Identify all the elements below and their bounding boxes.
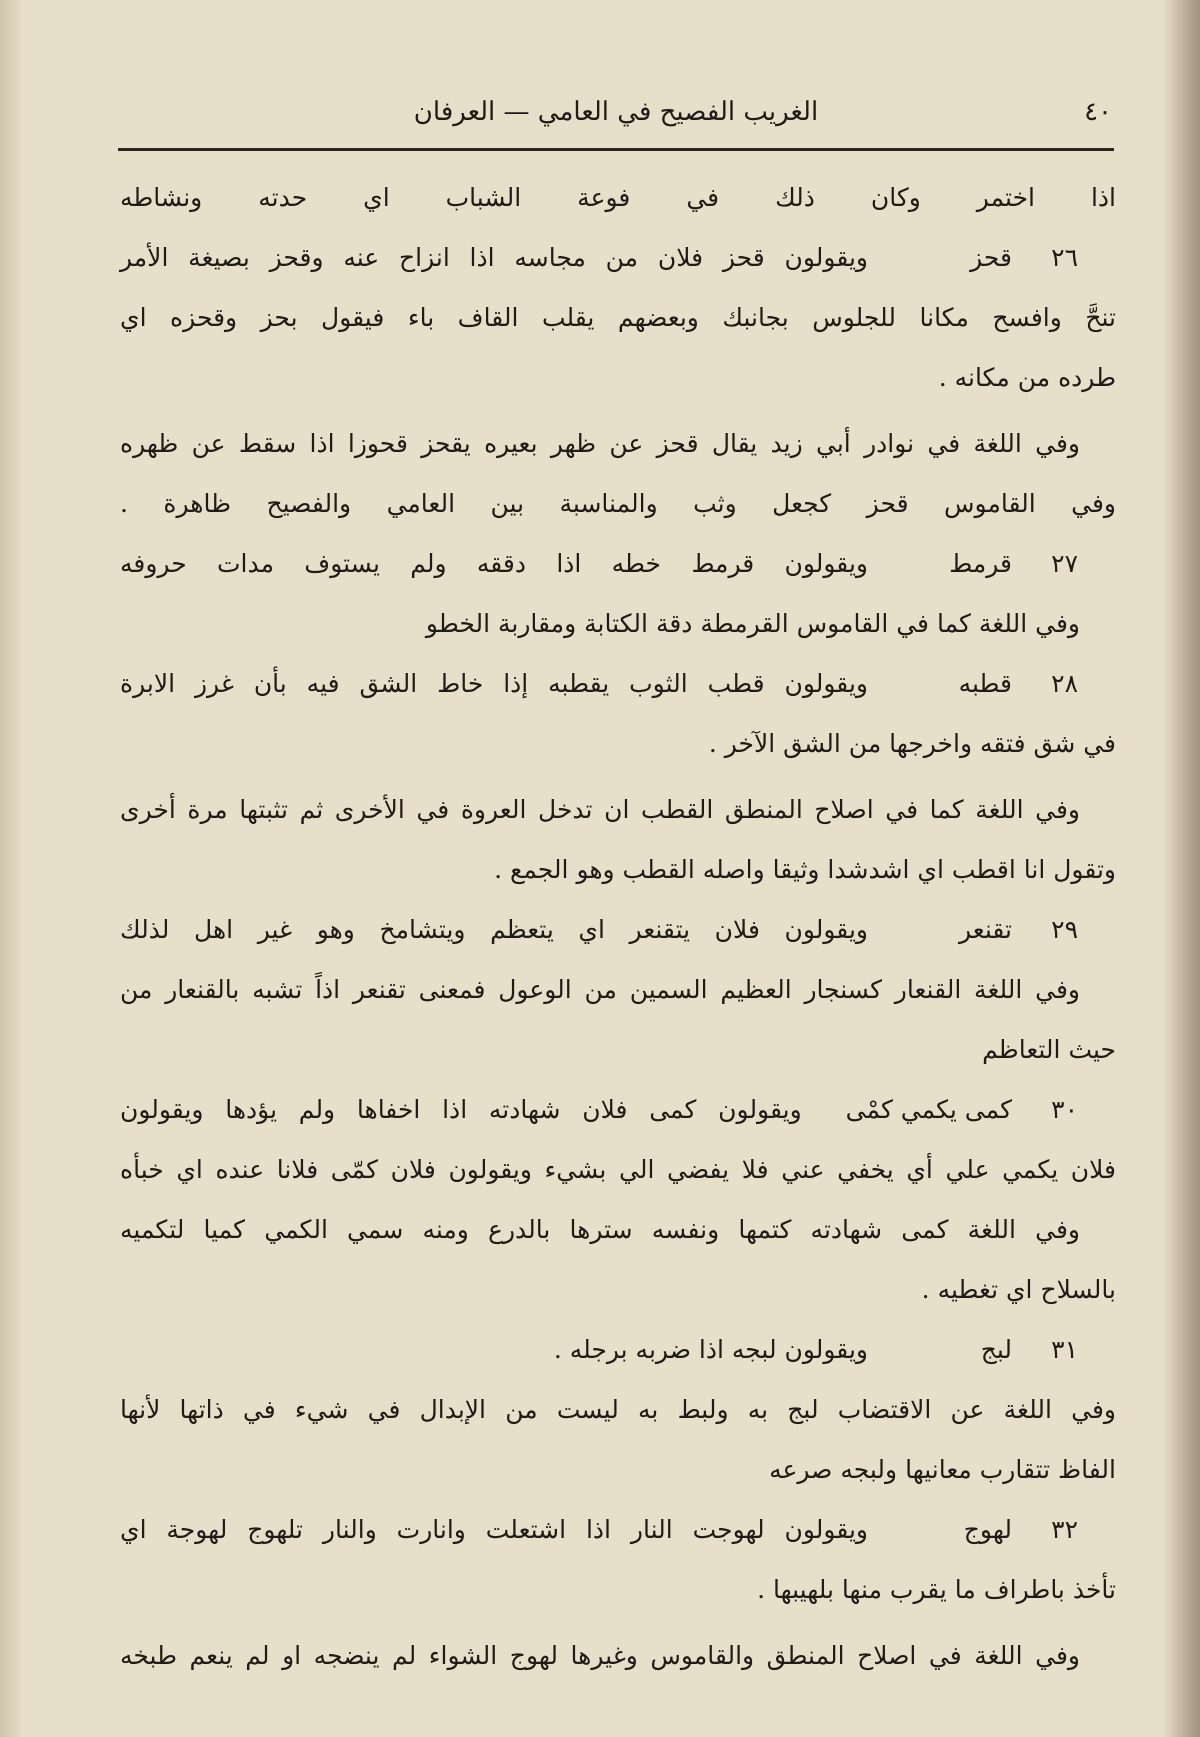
entry-text: ويقولون لهوجت النار اذا اشتعلت وانارت والنار تلهوج لهوجة اي bbox=[120, 1515, 868, 1544]
text-line: وفي اللغة في اصلاح المنطق والقاموس وغيرها لهوج الشواء لم ينضجه او لم ينعم طبخه bbox=[120, 1641, 1080, 1670]
entry-text: ويقولون فلان يتقنعر اي يتعظم ويتشامخ وهو غير اهل لذلك bbox=[120, 915, 868, 944]
text-line: بالسلاح اي تغطيه . bbox=[921, 1275, 1116, 1304]
entry-text: ويقولون قطب الثوب يقطبه إذا خاط الشق فيه بأن غرز الابرة bbox=[120, 669, 868, 698]
text-line: الفاظ تتقارب معانيها ولبجه صرعه bbox=[769, 1455, 1116, 1484]
text-line: وفي اللغة القنعار كسنجار العظيم السمين من الوعول فمعنى تقنعر اذاً تشبه بالقنعار من bbox=[120, 975, 1080, 1004]
entry-number: ٣٢ bbox=[1051, 1515, 1078, 1544]
entry-text: ويقولون لبجه اذا ضربه برجله . bbox=[553, 1335, 868, 1364]
entry-keyword: لبج bbox=[980, 1335, 1012, 1364]
text-line: وفي اللغة في نوادر أبي زيد يقال قحز عن ظهر بعيره يقحز قحوزا اذا سقط عن ظهره bbox=[120, 429, 1080, 458]
header-rule bbox=[118, 148, 1114, 151]
text-line: طرده من مكانه . bbox=[938, 363, 1116, 392]
text-line: وتقول انا اقطب اي اشدشدا وثيقا واصله القطب وهو الجمع . bbox=[494, 855, 1116, 884]
entry-line bbox=[120, 228, 1116, 288]
text-line: وفي اللغة عن الاقتضاب لبج به ولبط به ليست من الإبدال في شيء في ذاتها لأنها bbox=[120, 1395, 1116, 1424]
entry-line bbox=[120, 534, 1116, 594]
text-line: اذا اختمر وكان ذلك في فوعة الشباب اي حدته ونشاطه bbox=[120, 183, 1116, 212]
entry-keyword: قرمط bbox=[949, 549, 1012, 578]
entry-line bbox=[120, 900, 1116, 960]
scan-right-shadow bbox=[1164, 0, 1200, 1737]
text-line: وفي اللغة كما في القاموس القرمطة دقة الكتابة ومقاربة الخطو bbox=[425, 609, 1080, 638]
entry-text: ويقولون كمى فلان شهادته اذا اخفاها ولم يؤدها ويقولون bbox=[120, 1095, 802, 1124]
page-header bbox=[120, 90, 1112, 134]
entry-number: ٢٦ bbox=[1051, 243, 1078, 272]
entry-text: ويقولون قحز فلان من مجاسه اذا انزاح عنه وقحز بصيغة الأمر bbox=[120, 243, 868, 272]
scan-left-margin bbox=[0, 0, 22, 1737]
page-number: ٤٠ bbox=[1084, 97, 1112, 127]
text-line: حيث التعاظم bbox=[982, 1035, 1116, 1064]
entry-number: ٢٨ bbox=[1051, 669, 1078, 698]
entry-number: ٣١ bbox=[1051, 1335, 1078, 1364]
book-page bbox=[22, 0, 1164, 1737]
entry-number: ٣٠ bbox=[1051, 1095, 1078, 1124]
entry-line bbox=[120, 1080, 1116, 1140]
entry-line bbox=[120, 1500, 1116, 1560]
text-line: تنحَّ وافسح مكانا للجلوس بجانبك وبعضهم يقلب القاف باء فيقول بحز وقحزه اي bbox=[120, 303, 1116, 332]
entry-keyword: كمى يكمي كمْى bbox=[845, 1095, 1012, 1124]
entry-text: ويقولون قرمط خطه اذا دققه ولم يستوف مدات حروفه bbox=[120, 549, 868, 578]
entry-keyword: قحز bbox=[970, 243, 1012, 272]
text-line: وفي اللغة كما في اصلاح المنطق القطب ان تدخل العروة في الأخرى ثم تثبتها مرة أخرى bbox=[120, 795, 1080, 824]
entry-line bbox=[120, 1320, 1116, 1380]
text-line: وفي اللغة كمى شهادته كتمها ونفسه سترها بالدرع ومنه سمي الكمي كميا لتكميه bbox=[120, 1215, 1080, 1244]
entry-keyword: تقنعر bbox=[958, 915, 1012, 944]
entry-keyword: قطبه bbox=[958, 669, 1012, 698]
entry-line bbox=[120, 654, 1116, 714]
entry-number: ٢٩ bbox=[1051, 915, 1078, 944]
text-line: فلان يكمي علي أي يخفي عني فلا يفضي الي بشيء ويقولون فلان كمّى فلانا عنده اي خبأه bbox=[120, 1155, 1116, 1184]
body-text bbox=[120, 168, 1116, 1686]
text-line: وفي القاموس قحز كجعل وثب والمناسبة بين العامي والفصيح ظاهرة . bbox=[120, 489, 1116, 518]
running-title: الغريب الفصيح في العامي — العرفان bbox=[413, 97, 819, 127]
text-line: في شق فتقه واخرجها من الشق الآخر . bbox=[708, 729, 1116, 758]
entry-number: ٢٧ bbox=[1051, 549, 1078, 578]
entry-keyword: لهوج bbox=[963, 1515, 1012, 1544]
text-line: تأخذ باطراف ما يقرب منها بلهيبها . bbox=[757, 1575, 1116, 1604]
